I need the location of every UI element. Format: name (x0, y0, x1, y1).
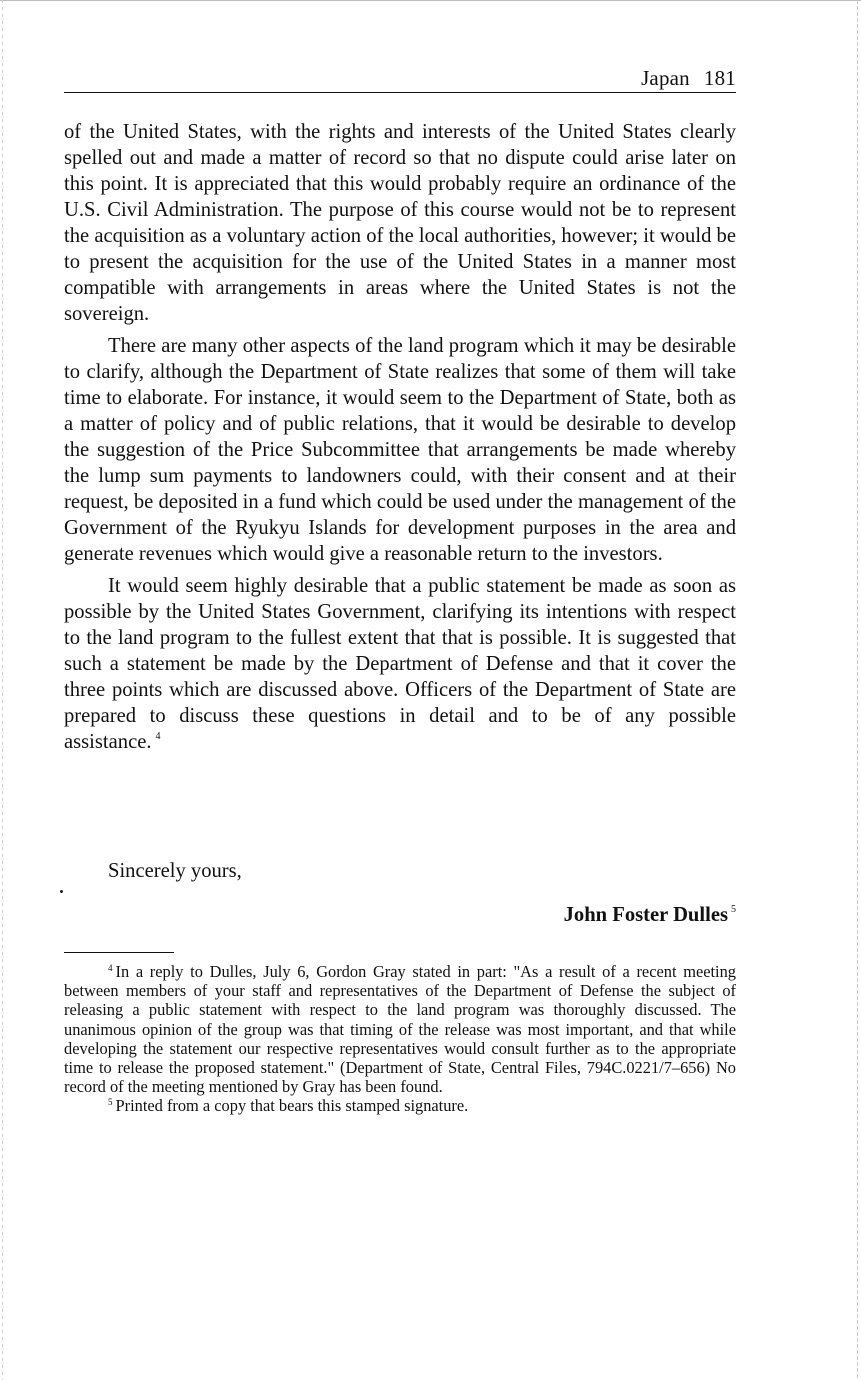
paragraph-public-statement-text: It would seem highly desirable that a public statement be made as soon as possible by the United States Government, clarifying its intentions with respect to the land program to the fullest extent that that is possible. It is suggested that such a statement be made by the Department of Defense and that it cover the three points which are discussed above. Officers of the Department of State are prepared to discuss these questions in detail and to be of any possible assistance. (64, 575, 736, 753)
footnote-4-mark: 4 (108, 963, 113, 973)
footnote-ref-4[interactable]: 4 (155, 731, 161, 742)
footnotes (64, 962, 736, 1116)
salutation: Sincerely yours, (108, 860, 242, 882)
paragraph-continued: of the United States, with the rights and interests of the United States clearly spelled out and made a matter of record so that no dispute could arise later on this point. It is appreciated that this would probably require an ordinance of the U.S. Civil Administration. The purpose of this course would not be to represent the acquisition as a voluntary action of the local authorities, however; it would be to present the acquisition for the use of the United States in a manner most compatible with arrangements in areas where the United States is not the sovereign. (64, 121, 736, 325)
page-number: 181 (703, 66, 736, 90)
signature-name: John Foster Dulles (563, 904, 728, 926)
section-title: Japan (641, 66, 690, 90)
paragraph-land-program: There are many other aspects of the land program which it may be desirable to clarify, although the Department of State realizes that some of them will take time to elaborate. For instance, it would seem to the Department of State, both as a matter of policy and of public relations, that it would be desirable to develop the suggestion of the Price Subcommittee that arrangements be made whereby the lump sum payments to landowners could, with their consent and at their request, be deposited in a fund which could be used under the management of the Government of the Ryukyu Islands for development purposes in the area and generate revenues which would give a reasonable return to the investors. (64, 335, 736, 565)
page-edge-left (2, 0, 3, 1380)
running-head (641, 66, 736, 91)
page-edge-right (857, 0, 858, 1380)
page-edge-top (0, 0, 861, 1)
footnote-4-text: In a reply to Dulles, July 6, Gordon Gray stated in part: "As a result of a recent meeting between members of your staff and representatives of the Department of Defense the subject of releasing a public statement with respect to the land program was thoroughly discussed. The unanimous opinion of the group was that timing of the release was most important, and that while developing the statement our respective representatives would consult further as to the appropriate time to release the proposed statement." (Department of State, Central Files, 794C.0221/7–656) No record of the meeting mentioned by Gray has been found. (64, 962, 736, 1097)
scan-speck (60, 890, 63, 893)
letter-body (64, 119, 736, 755)
footnote-4 (64, 962, 736, 1096)
footnote-5-mark: 5 (108, 1097, 113, 1108)
footnote-ref-5[interactable]: 5 (731, 904, 736, 915)
footnote-rule (64, 952, 174, 953)
signature-block (564, 902, 736, 928)
running-header (64, 64, 736, 93)
footnote-5-text: Printed from a copy that bears this stamped signature. (115, 1096, 469, 1116)
paragraph-public-statement (64, 573, 736, 755)
footnote-5 (64, 1096, 736, 1115)
